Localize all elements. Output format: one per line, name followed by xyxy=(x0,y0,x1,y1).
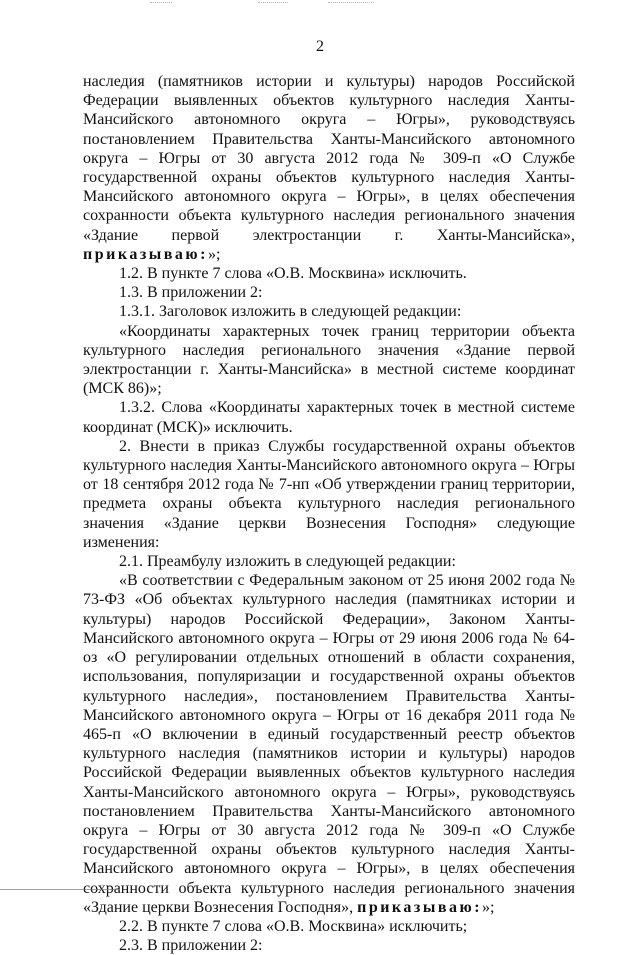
document-body xyxy=(83,72,575,955)
scan-artifact xyxy=(150,2,172,9)
paragraph-2-3: 2.3. В приложении 2: xyxy=(119,937,263,955)
paragraph-2-1: 2.1. Преамбулу изложить в следующей редакции: xyxy=(119,553,456,571)
paragraph-2-2: 2.2. В пункте 7 слова «О.В. Москвина» исключить; xyxy=(119,917,468,935)
paragraph-tail: »; xyxy=(207,245,221,263)
paragraph-text: «В соответствии с Федеральным законом от 25 июня 2002 года № 73-ФЗ «Об объектах культурного наследия (памятниках истории и культуры) народов Российской Федерации», Законом Ханты-Мансийского автономного округа – Югры от 29 июня 2006 года № 64-оз «О регулировании отдельных отношений в области сохранения, использования, популяризации и государственной охраны объектов культурного наследия», постановлением Правительства Ханты-Мансийского автономного округа – Югры от 16 декабря 2011 года № 465-п «О включении в единый государственный реестр объектов культурного наследия (памятников истории и культуры) народов Российской Федерации выявленных объектов культурного наследия Ханты-Мансийского автономного округа – Югры», руководствуясь постановлением Правительства Ханты-Мансийского автономного округа – Югры от 30 августа 2012 года № 309-п «О Службе государственной охраны объектов культурного наследия Ханты-Мансийского автономного округа – Югры», в целях обеспечения сохранности объекта культурного наследия регионального значения «Здание церкви Вознесения Господня», xyxy=(83,572,575,916)
order-keyword: приказываю: xyxy=(83,245,208,263)
scan-artifact xyxy=(328,2,374,9)
paragraph-new-preamble xyxy=(83,571,575,917)
bottom-rule xyxy=(0,889,120,890)
paragraph-1-3-1: 1.3.1. Заголовок изложить в следующей редакции: xyxy=(119,303,462,321)
paragraph-preamble-continuation xyxy=(83,72,575,264)
paragraph-text: наследия (памятников истории и культуры) народов Российской Федерации выявленных объектов культурного наследия Ханты-Мансийского автономного округа – Югры», руководствуясь постановлением Правительства Ханты-Мансийского автономного округа – Югры от 30 августа 2012 года № 309-п «О Службе государственной охраны объектов культурного наследия Ханты-Мансийского автономного округа – Югры», в целях обеспечения сохранности объекта культурного наследия регионального значения «Здание первой электростанции г. Ханты-Мансийска», xyxy=(83,73,575,244)
paragraph-1-2: 1.2. В пункте 7 слова «О.В. Москвина» исключить. xyxy=(119,265,467,283)
paragraph-1-3: 1.3. В приложении 2: xyxy=(119,284,263,302)
order-keyword: приказываю: xyxy=(357,898,483,916)
paragraph-new-title: «Координаты характерных точек границ территории объекта культурного наследия регионального значения «Здание первой электростанции г. Ханты-Мансийска» в местной системе координат (МСК 86)»; xyxy=(83,322,575,398)
paragraph-2: 2. Внести в приказ Службы государственной охраны объектов культурного наследия Ханты-Мансийского автономного округа – Югры от 18 сентября 2012 года № 7-нп «Об утверждении границ территории, предмета охраны объекта культурного наследия регионального значения «Здание церкви Вознесения Господня» следующие изменения: xyxy=(83,437,575,551)
scan-artifact xyxy=(258,2,288,9)
paragraph-1-3-2: 1.3.2. Слова «Координаты характерных точек в местной системе координат (МСК)» исключить. xyxy=(83,399,575,436)
paragraph-tail: »; xyxy=(482,898,495,916)
page-number: 2 xyxy=(316,38,324,55)
